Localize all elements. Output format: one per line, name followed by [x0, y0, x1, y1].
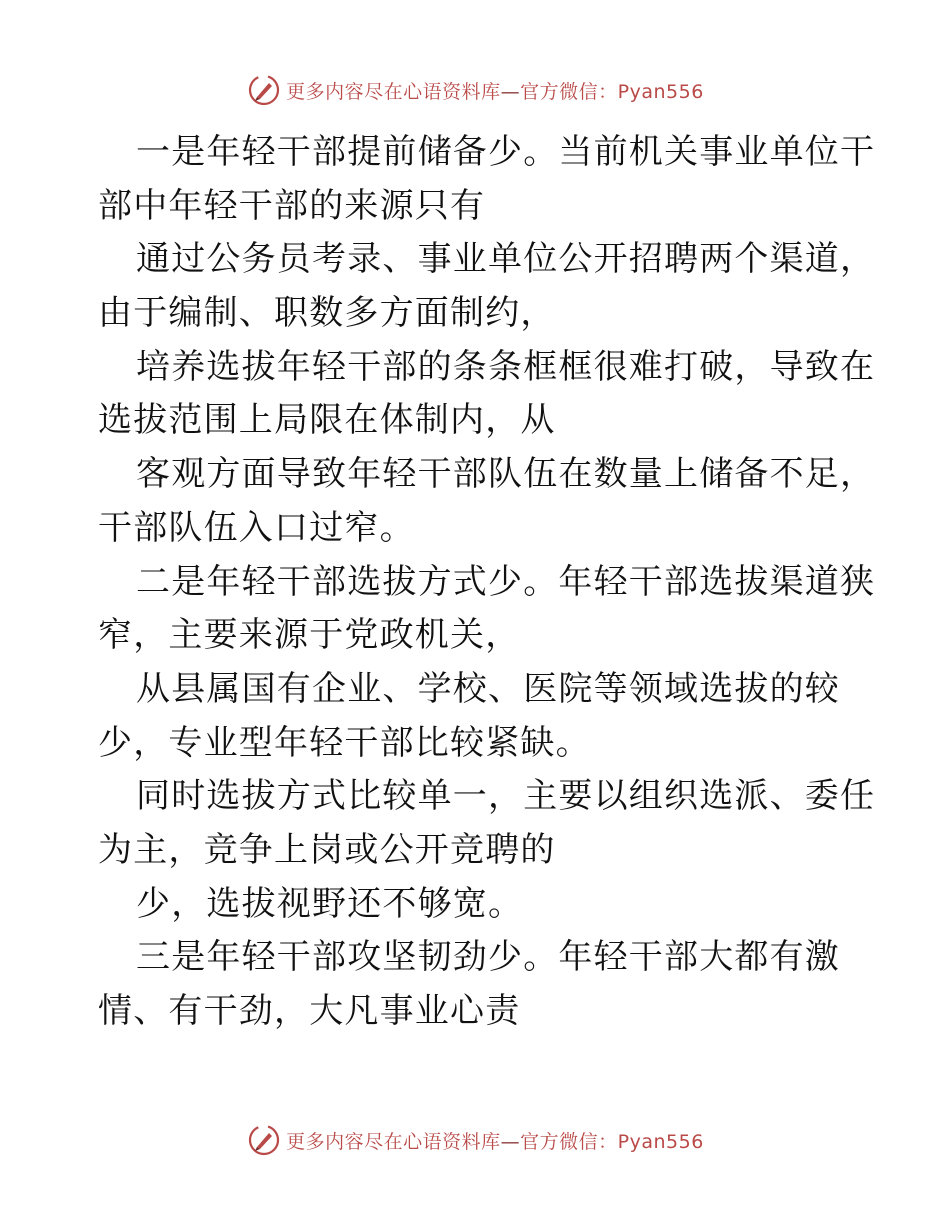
paragraph-line: 通过公务员考录、事业单位公开招聘两个渠道，	[136, 239, 876, 280]
paragraph-line: 情、有干劲，大凡事业心责	[98, 991, 521, 1031]
paragraph-line: 为主，竞争上岗或公开竞聘的	[98, 829, 556, 870]
watermark-text: 更多内容尽在心语资料库—官方微信：Pyan556	[286, 80, 704, 103]
document-body	[98, 126, 876, 1039]
paragraph-line: 一是年轻干部提前储备少。当前机关事业单位干	[136, 132, 876, 172]
paragraph-line: 干部队伍入口过窄。	[98, 507, 415, 548]
paragraph-line: 从县属国有企业、学校、医院等领域选拔的较	[136, 668, 840, 709]
paragraph-line: 同时选拔方式比较单一，主要以组织选派、委任	[136, 776, 876, 817]
footer-watermark	[0, 1122, 950, 1158]
paragraph-line: 少，专业型年轻干部比较紧缺。	[98, 722, 591, 763]
paragraph-line: 由于编制、职数多方面制约，	[98, 293, 556, 334]
paragraph-line: 客观方面导致年轻干部队伍在数量上储备不足，	[136, 454, 876, 495]
paragraph-line: 窄，主要来源于党政机关，	[98, 615, 521, 656]
paragraph-line: 选拔范围上局限在体制内，从	[98, 400, 556, 441]
pen-seal-icon	[246, 72, 282, 108]
paragraph-line: 部中年轻干部的来源只有	[98, 185, 486, 226]
pen-seal-icon	[246, 1122, 282, 1158]
paragraph-line: 三是年轻干部攻坚韧劲少。年轻干部大都有激	[136, 937, 840, 978]
header-watermark	[0, 72, 950, 108]
paragraph-line: 少，选拔视野还不够宽。	[136, 883, 524, 924]
paragraph-line: 二是年轻干部选拔方式少。年轻干部选拔渠道狭	[136, 561, 876, 602]
watermark-text: 更多内容尽在心语资料库—官方微信：Pyan556	[286, 1130, 704, 1153]
paragraph-line: 培养选拔年轻干部的条条框框很难打破，导致在	[136, 346, 876, 387]
